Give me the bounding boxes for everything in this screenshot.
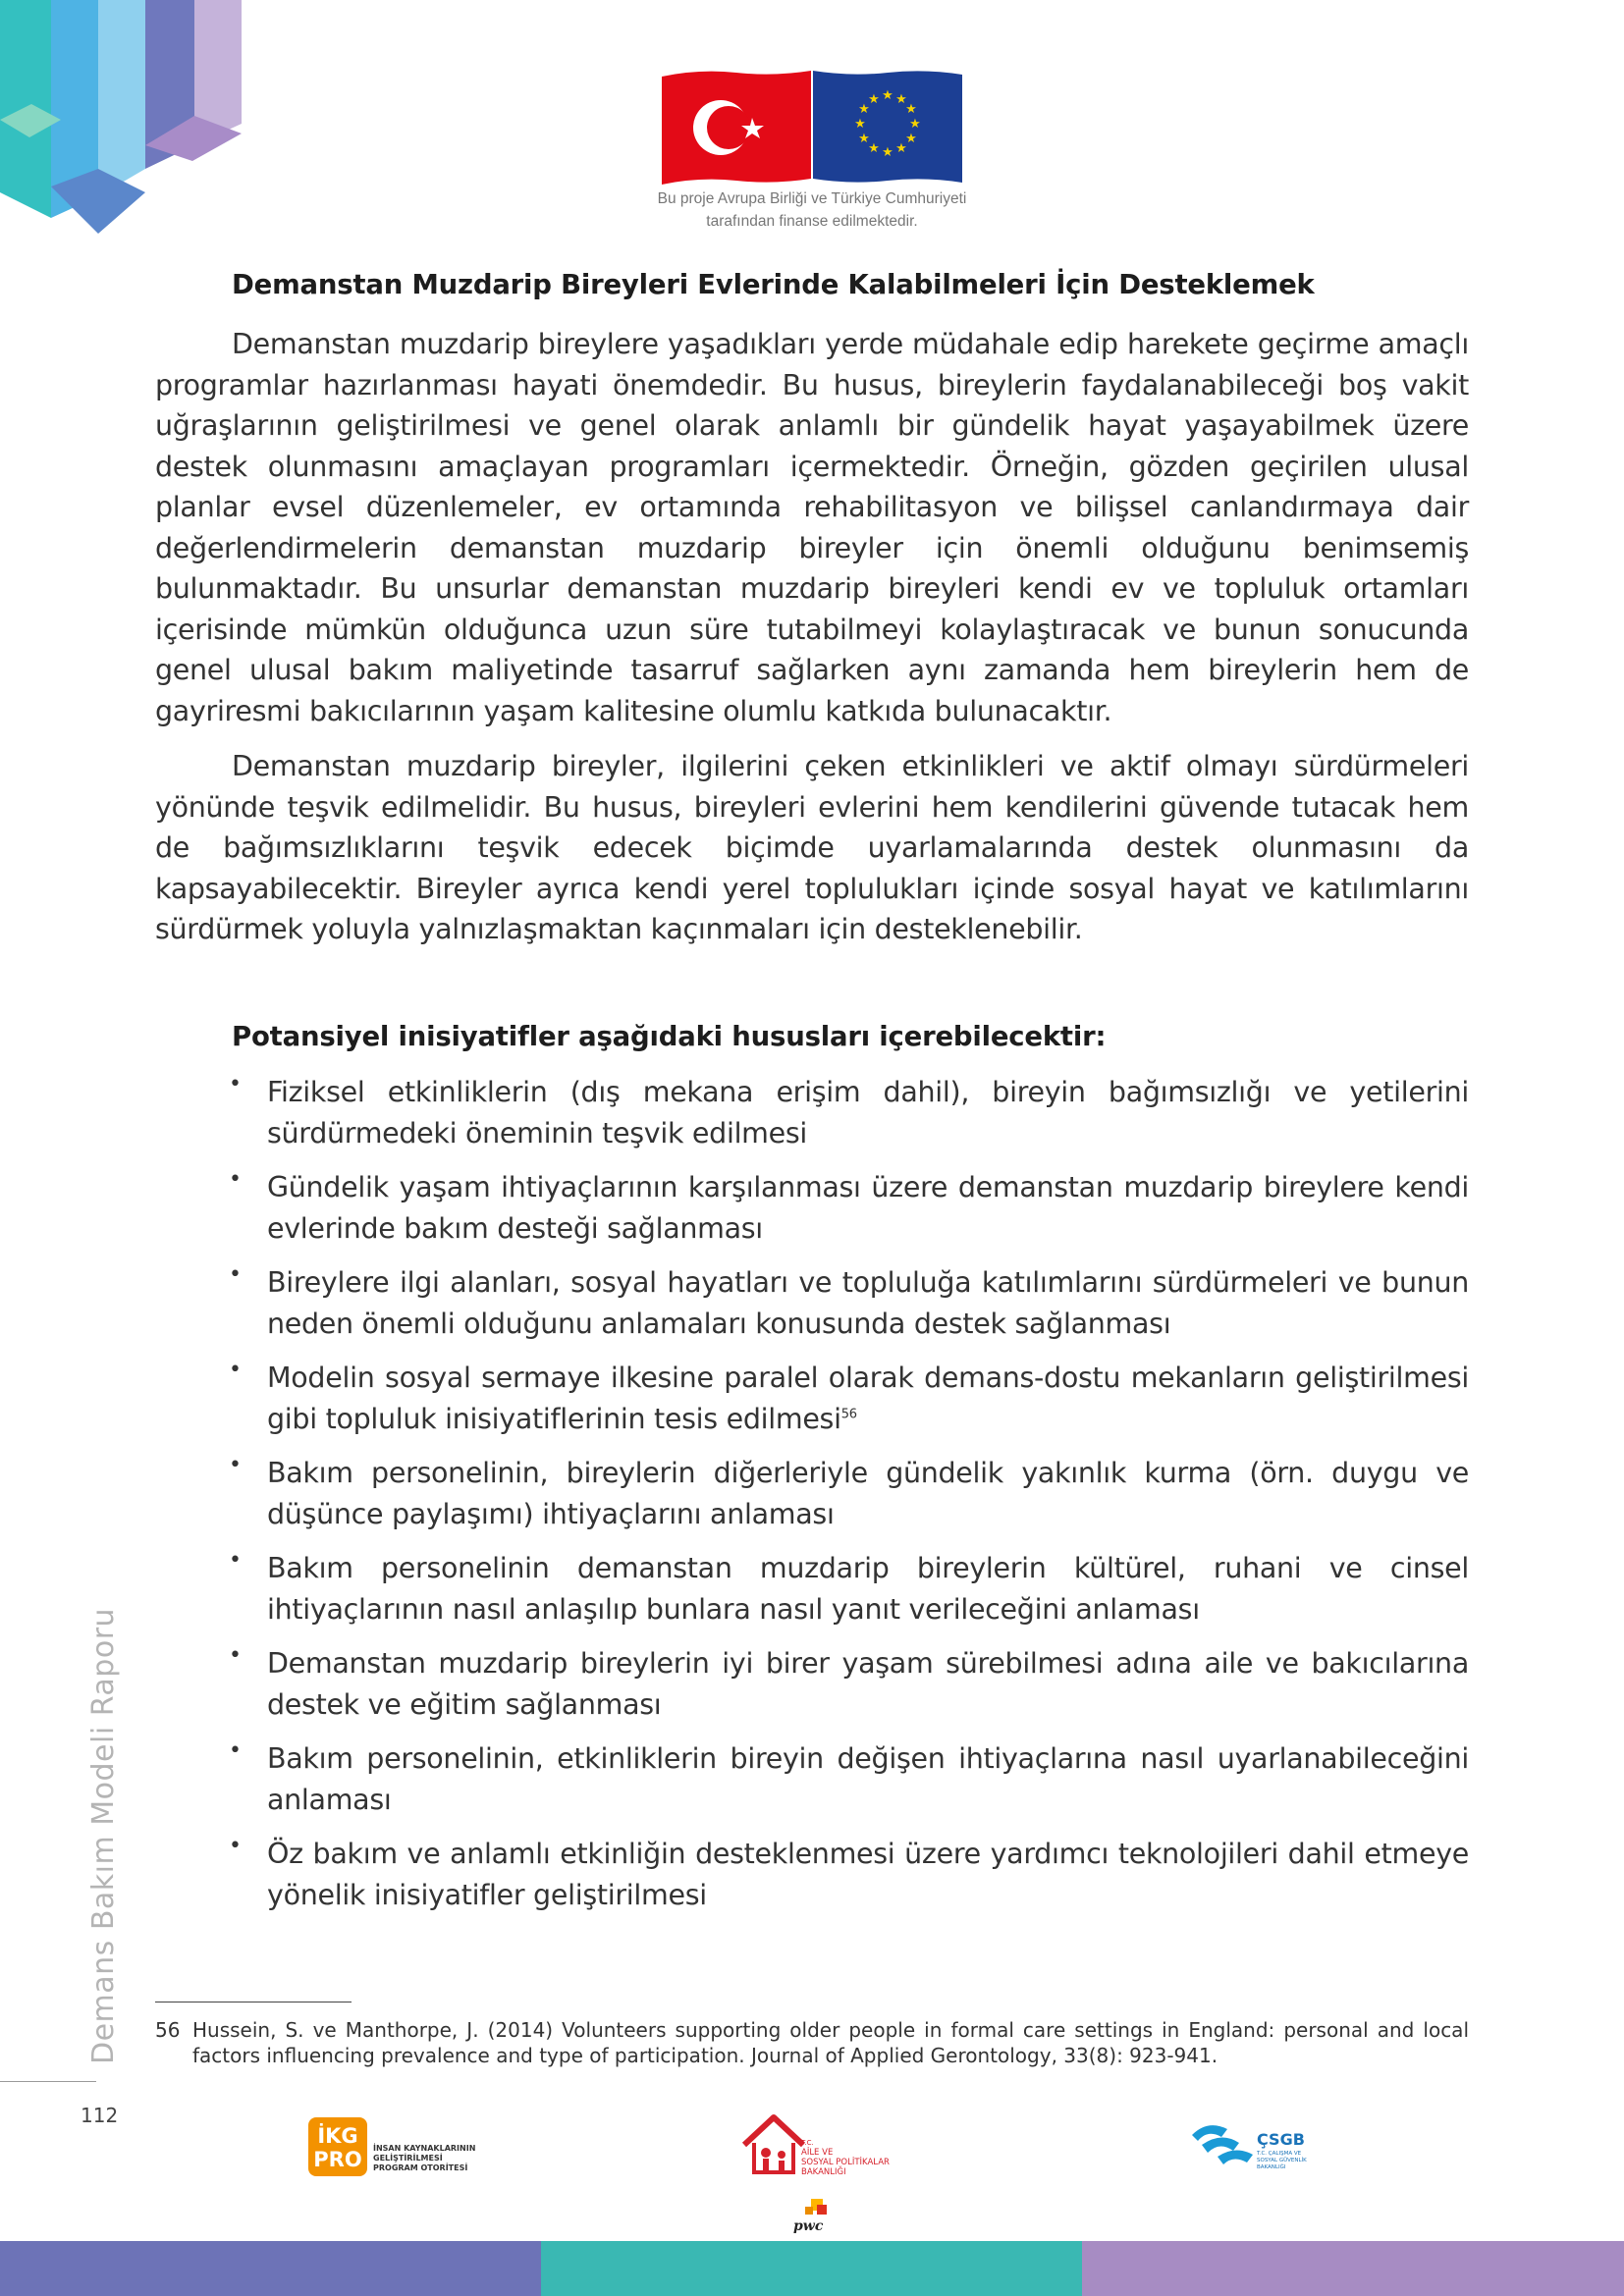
csgb-logo — [1188, 2115, 1326, 2174]
list-item-text: Bakım personelinin, etkinliklerin bireyin değişen ihtiyaçlarına nasıl uyarlanabileceğini anlaması — [267, 1742, 1469, 1816]
svg-text:★: ★ — [909, 117, 921, 132]
footer-band-blue — [0, 2241, 541, 2296]
svg-text:★: ★ — [895, 92, 907, 107]
list-item-text: Bakım personelinin, bireylerin diğerleriyle gündelik yakınlık kurma (örn. duygu ve düşünce paylaşımı) ihtiyaçlarını anlaması — [267, 1457, 1469, 1530]
funding-notice-line-2: tarafından finanse edilmektedir. — [706, 213, 918, 230]
flags-image — [662, 69, 962, 192]
svg-text:★: ★ — [905, 132, 917, 146]
logo-text: AİLE VE — [801, 2148, 834, 2158]
svg-text:★: ★ — [868, 92, 880, 107]
section-title: Demanstan Muzdarip Bireyleri Evlerinde Kalabilmeleri İçin Desteklemek — [232, 269, 1315, 300]
list-item — [226, 1643, 1469, 1725]
initiatives-list — [226, 1072, 1469, 1929]
svg-text:★: ★ — [882, 145, 893, 160]
list-item — [226, 1072, 1469, 1153]
logo-text: SOSYAL GÜVENLİK — [1257, 2158, 1307, 2163]
list-item — [226, 1834, 1469, 1915]
list-item-text: Modelin sosyal sermaye ilkesine paralel olarak demans-dostu mekanların geliştirilmesi gibi topluluk inisiyatiflerinin tesis edilmesi — [267, 1362, 1469, 1435]
list-item — [226, 1738, 1469, 1820]
footer-band-purple — [1082, 2241, 1624, 2296]
logo-text: PRO — [313, 2148, 362, 2171]
list-item-text: Öz bakım ve anlamlı etkinliğin desteklenmesi üzere yardımcı teknolojileri dahil etmeye yönelik inisiyatifler geliştirilmesi — [267, 1838, 1469, 1911]
list-item-text: Gündelik yaşam ihtiyaçlarının karşılanması üzere demanstan muzdarip bireylere kendi evlerinde bakım desteği sağlanması — [267, 1171, 1469, 1245]
list-item-text: Demanstan muzdarip bireylerin iyi birer yaşam sürebilmesi adına aile ve bakıcılarına destek ve eğitim sağlanması — [267, 1647, 1469, 1721]
svg-text:★: ★ — [905, 102, 917, 117]
bullet-icon: • — [229, 1072, 242, 1096]
bullet-icon: • — [229, 1834, 242, 1858]
footnote-text: Hussein, S. ve Manthorpe, J. (2014) Volunteers supporting older people in formal care settings in England: personal and local factors influencing prevalence and type of participation. Journal of Applied Gerontology, 33(8): 923-941. — [192, 2018, 1469, 2067]
logo-text: BAKANLIĞI — [801, 2167, 846, 2177]
bullet-icon: • — [229, 1548, 242, 1573]
footnote-number: 56 — [155, 2018, 181, 2042]
logo-text: SOSYAL POLİTİKALAR — [801, 2158, 890, 2167]
bullet-icon: • — [229, 1738, 242, 1763]
logo-text: T.C. ÇALIŞMA VE — [1257, 2151, 1302, 2157]
logo-text: PROGRAM OTORİTESİ — [373, 2163, 468, 2172]
funding-notice-line-1: Bu proje Avrupa Birliği ve Türkiye Cumhuriyeti — [657, 190, 967, 207]
footnote-reference-link[interactable]: 56 — [840, 1407, 857, 1421]
logo-text: T.C. — [801, 2139, 814, 2147]
list-item-text: Bakım personelinin demanstan muzdarip bireylerin kültürel, ruhani ve cinsel ihtiyaçlarının nasıl anlaşılıp bunlara nasıl yanıt verileceğini anlaması — [267, 1552, 1469, 1626]
list-item-text: Bireylere ilgi alanları, sosyal hayatları ve topluluğa katılımlarını sürdürmeleri ve bunun neden önemli olduğunu anlamaları konusunda destek sağlanması — [267, 1266, 1469, 1340]
logo-text: İNSAN KAYNAKLARININ — [373, 2144, 475, 2153]
svg-text:★: ★ — [858, 102, 870, 117]
svg-text:★: ★ — [858, 132, 870, 146]
bullet-icon: • — [229, 1262, 242, 1287]
svg-text:★: ★ — [868, 141, 880, 156]
logo-text: pwc — [793, 2218, 824, 2234]
footnote — [155, 2017, 1469, 2068]
body-paragraph-2 — [155, 746, 1469, 950]
bullet-icon: • — [229, 1167, 242, 1192]
list-item — [226, 1358, 1469, 1439]
logo-text: İKG — [317, 2124, 358, 2148]
svg-text:★: ★ — [895, 141, 907, 156]
list-item — [226, 1262, 1469, 1344]
report-title-vertical: Demans Bakım Modeli Raporu — [86, 1607, 121, 2064]
list-item — [226, 1167, 1469, 1249]
list-item — [226, 1548, 1469, 1629]
initiatives-title: Potansiyel inisiyatifler aşağıdaki hususları içerebilecektir: — [232, 1021, 1107, 1052]
bullet-icon: • — [229, 1453, 242, 1477]
pwc-logo — [785, 2197, 835, 2234]
body-paragraph-1 — [155, 324, 1469, 731]
logo-text: GELİŞTİRİLMESİ — [373, 2154, 443, 2163]
bullet-icon: • — [229, 1358, 242, 1382]
family-ministry-logo — [736, 2111, 893, 2182]
list-item-text: Fiziksel etkinliklerin (dış mekana erişim dahil), bireyin bağımsızlığı ve yetilerini sürdürmedeki öneminin teşvik edilmesi — [267, 1076, 1469, 1149]
paragraph-text: Demanstan muzdarip bireylere yaşadıkları yerde müdahale edip harekete geçirme amaçlı programlar hazırlanması hayati önemdedir. Bu husus, bireylerin faydalanabileceği boş vakit uğraşlarının geliştirilmesi ve genel olarak anlamlı bir gündelik hayat yaşayabilmek üzere destek olunmasını amaçlayan programları içermektedir. Örneğin, gözden geçirilen ulusal planlar evsel düzenlemeler, ev ortamında rehabilitasyon ve bilişsel canlandırmaya dair değerlendirmelerin demanstan muzdarip bireyler için önemli olduğunu benimsemiş bulunmaktadır. Bu unsurlar demanstan muzdarip bireyleri kendi ev ve topluluk ortamları içerisinde mümkün olduğunca uzun süre tutabilmeyi kolaylaştıracak ve bunun sonucunda genel ulusal bakım maliyetinde tasarruf sağlarken aynı zamanda hem bireylerin hem de gayriresmi bakıcılarının yaşam kalitesine olumlu katkıda bulunacaktır. — [155, 328, 1469, 727]
paragraph-text: Demanstan muzdarip bireyler, ilgilerini çeken etkinlikleri ve aktif olmayı sürdürmeleri yönünde teşvik edilmelidir. Bu husus, bireyleri evlerini hem kendilerini güvende tutacak hem de bağımsızlıklarını teşvik edecek biçimde uyarlamalarında destek olunmasını da kapsayabilecektir. Bireyler ayrıca kendi yerel toplulukları içinde sosyal hayat ve katılımlarını sürdürmek yoluyla yalnızlaşmaktan kaçınmaları için desteklenebilir. — [155, 750, 1469, 945]
bullet-icon: • — [229, 1643, 242, 1668]
sidebar-divider — [0, 2081, 96, 2082]
footer-band-teal — [541, 2241, 1082, 2296]
logo-text: BAKANLIĞI — [1257, 2164, 1286, 2170]
page-number: 112 — [81, 2104, 119, 2127]
svg-text:★: ★ — [854, 117, 866, 132]
list-item — [226, 1453, 1469, 1534]
logo-text: ÇSGB — [1257, 2130, 1305, 2149]
corner-decoration — [0, 0, 245, 240]
ikg-pro-logo — [308, 2115, 475, 2178]
svg-text:★: ★ — [882, 88, 893, 103]
